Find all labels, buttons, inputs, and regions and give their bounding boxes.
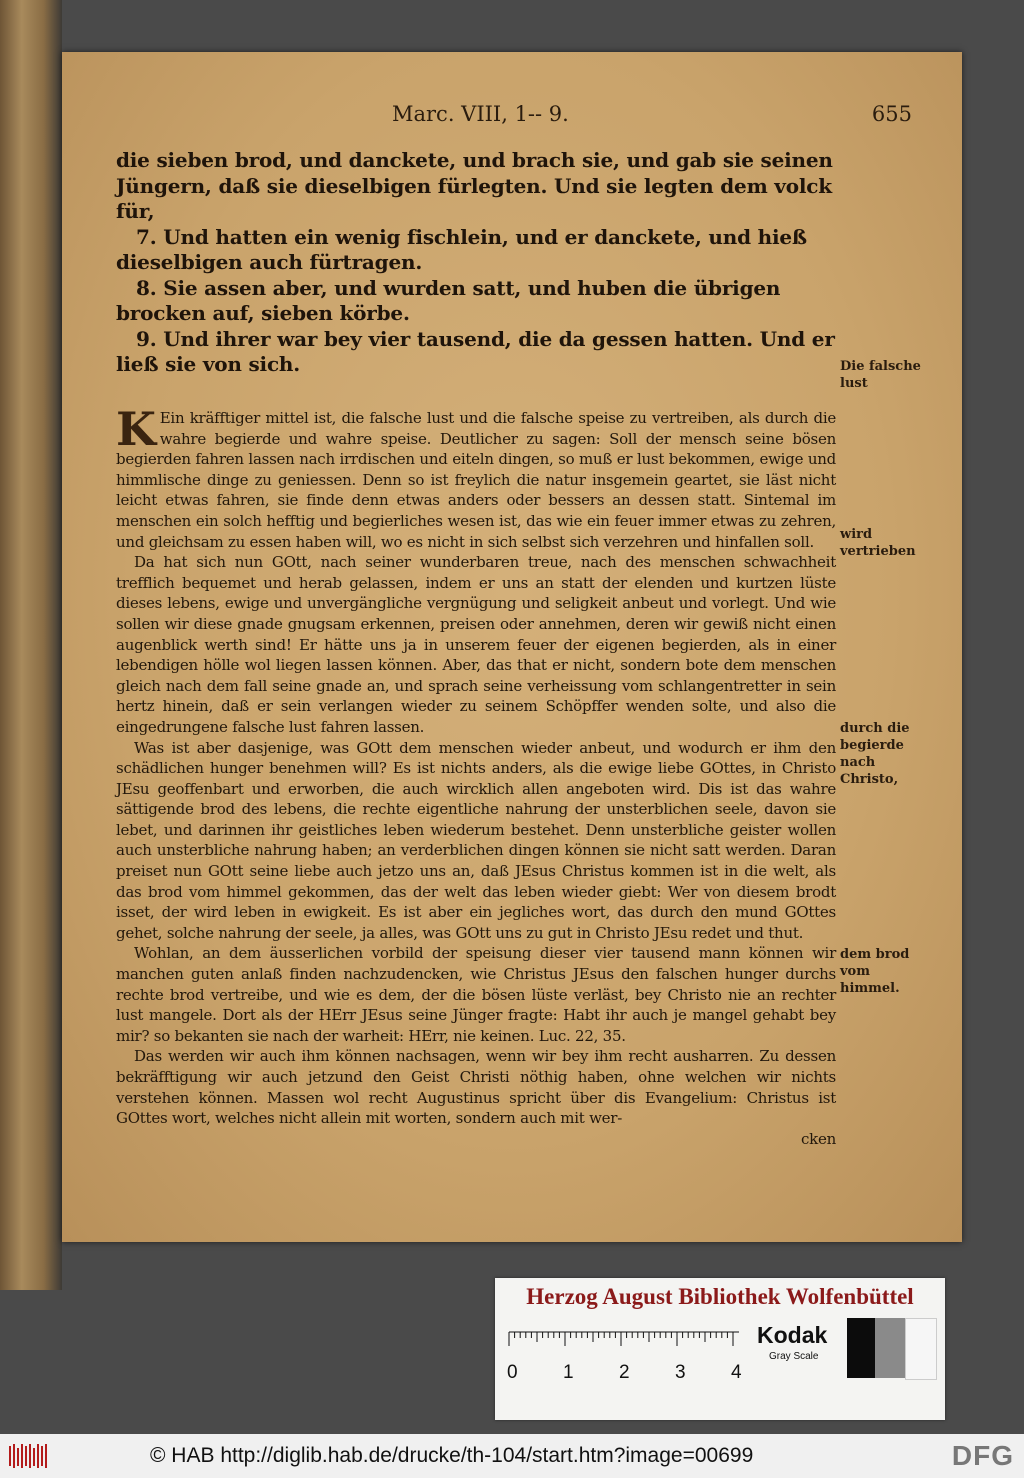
verse-text: die sieben brod, und danckete, und brach sie, und gab sie seinen Jüngern, daß sie dieselbigen fürlegten. Und sie legten dem volck für, — [116, 148, 833, 223]
gray-patch-white — [905, 1318, 937, 1380]
margin-note: durch die begierde nach Christo, — [840, 721, 910, 787]
verse-text: 8. Sie assen aber, und wurden satt, und huben die übrigen brocken auf, sieben körbe. — [116, 275, 781, 325]
book-page — [62, 52, 962, 1242]
commentary-paragraph: Wohlan, an dem äusserlichen vorbild der speisung dieser vier tausend mann können wir manchen guten anlaß finden nachzudencken, wie Christus JEsus den falschen hunger durchs rechte brod vertreibe, und wie es dem, der die bösen lüste verläst, bey Christo nie an rechter lust mangele. Dort als der HErr JEsus seine Jünger fragte: Habt ihr auch je mangel gehabt bey mir? so bekanten sie nach der warheit: HErr, nie keinen. Luc. 22, 35. — [116, 944, 836, 1045]
verse-text: 7. Und hatten ein wenig fischlein, und er danckete, und hieß dieselbigen auch fürtragen. — [116, 224, 807, 274]
page-number: 655 — [871, 102, 912, 126]
drop-cap: K — [116, 402, 156, 456]
margin-note: dem brod vom himmel. — [840, 947, 910, 996]
gray-scale-caption: Gray Scale — [769, 1351, 819, 1362]
running-header — [392, 102, 912, 132]
scale-number: 2 — [619, 1362, 630, 1383]
dfg-logo: DFG — [951, 1440, 1014, 1471]
bible-verses — [116, 148, 836, 378]
footer-bar — [0, 1434, 1024, 1478]
margin-note: Die falsche lust — [840, 359, 921, 391]
hab-logo-icon — [8, 1442, 48, 1470]
scale-number: 3 — [675, 1362, 686, 1383]
gray-patch-black — [847, 1318, 875, 1378]
commentary-paragraph: Da hat sich nun GOtt, nach seiner wunderbaren treue, nach des menschen schwachheit trefflich bequemet und herab gelassen, indem er uns an statt der elenden und kurtzen lüste dieses lebens, ewige und unvergängliche vergnügung und seligkeit anbeut und vorlegt. Und wie sollen wir diese gnade gnugsam erkennen, preisen oder annehmen, deren wir gewiß nicht einen augenblick werth sind! Er hätte uns ja in unserem feuer der eigenen begierden, als in einer lebendigen hölle wol liegen lassen können. Aber, das that er nicht, sondern bote dem menschen gleich nach dem fall seine gnade an, und sprach seine verheissung vom schlangentretter in sein hertz hinein, daß er sein verlangen wieder zu seinem Schöpffer wenden solte, und also die eingedrungene falsche lust fahren lassen. — [116, 553, 836, 736]
book-spine — [0, 0, 62, 1290]
library-name: Herzog August Bibliothek Wolfenbüttel — [526, 1284, 914, 1309]
scale-number: 4 — [731, 1362, 742, 1383]
scale-number: 1 — [563, 1362, 574, 1383]
paragraph-text: Ein kräfftiger mittel ist, die falsche lust und die falsche speise zu vertreiben, als durch die wahre begierde und wahre speise. Deutlicher zu sagen: Soll der mensch seine bösen begierden fahren lassen nach irrdischen und eiteln dingen, so muß er lust bekommen, ewige und himmlische dinge zu geniessen. Denn so ist freylich die natur insgemein geartet, sie läst nicht leicht etwas fahren, sie finde denn etwas anders oder bessers an dessen statt. Sintemal im menschen ein solch hefftig und begierliches wesen ist, das wie ein feuer immer etwas zu zehren, und gleichsam zu essen haben will, wo es nicht in sich selbst sich verzehren und hinfallen soll. — [116, 409, 836, 551]
margin-note: wird vertrieben — [840, 527, 916, 559]
commentary-paragraph: Was ist aber dasjenige, was GOtt dem menschen wieder anbeut, und wodurch er ihm den schädlichen hunger benehmen will? Es ist nichts anders, als die ewige liebe GOttes, in Christo JEsu geoffenbart und erworben, die auch wircklich allen angeboten wird. Dis ist das wahre sättigende brod des lebens, die rechte eigentliche nahrung der unsterblichen seele, davon sie lebet, und darinnen ihr geistliches leben wiederum bestehet. Denn unsterbliche geister wollen auch unsterbliche nahrung haben; an verderblichen dingen können sie nicht satt werden. Daran preiset nun GOtt seine liebe auch jetzo uns an, daß JEsus Christus kommen ist in die welt, als das brod vom himmel gekommen, das der welt das leben wieder giebt: Wer von diesem brodt isset, der wird leben in ewigkeit. Es ist aber ein jegliches wort, das durch den mund GOttes gehet, solche nahrung der seele, ja alles, was GOtt uns zu gut in Christo JEsu redet und thut. — [116, 738, 836, 942]
catchword: cken — [800, 1129, 836, 1148]
commentary-paragraph: Das werden wir auch ihm können nachsagen, wenn wir bey ihm recht ausharren. Zu dessen bekräfftigung wir auch jetzund den Geist Christi nöthig haben, ohne welchen wir nichts verstehen können. Massen wol recht Augustinus spricht über dis Evangelium: Christus ist GOttes wort, welches nicht allein mit worten, sondern auch mit wer- — [116, 1047, 836, 1128]
scale-number: 0 — [507, 1362, 518, 1383]
library-color-card — [495, 1278, 945, 1420]
commentary-paragraph — [116, 402, 836, 552]
ruler-ticks — [503, 1318, 743, 1362]
scale-ruler — [503, 1318, 743, 1384]
copyright-link[interactable]: © HAB http://diglib.hab.de/drucke/th-104/start.htm?image=00699 — [150, 1444, 754, 1467]
verse-text: 9. Und ihrer war bey vier tausend, die da gessen hatten. Und er ließ sie von sich. — [116, 326, 835, 376]
chapter-reference: Marc. VIII, 1-- 9. — [392, 102, 569, 126]
gray-patch-mid — [875, 1318, 905, 1378]
commentary-text — [116, 402, 836, 1149]
kodak-brand: Kodak — [757, 1322, 828, 1348]
